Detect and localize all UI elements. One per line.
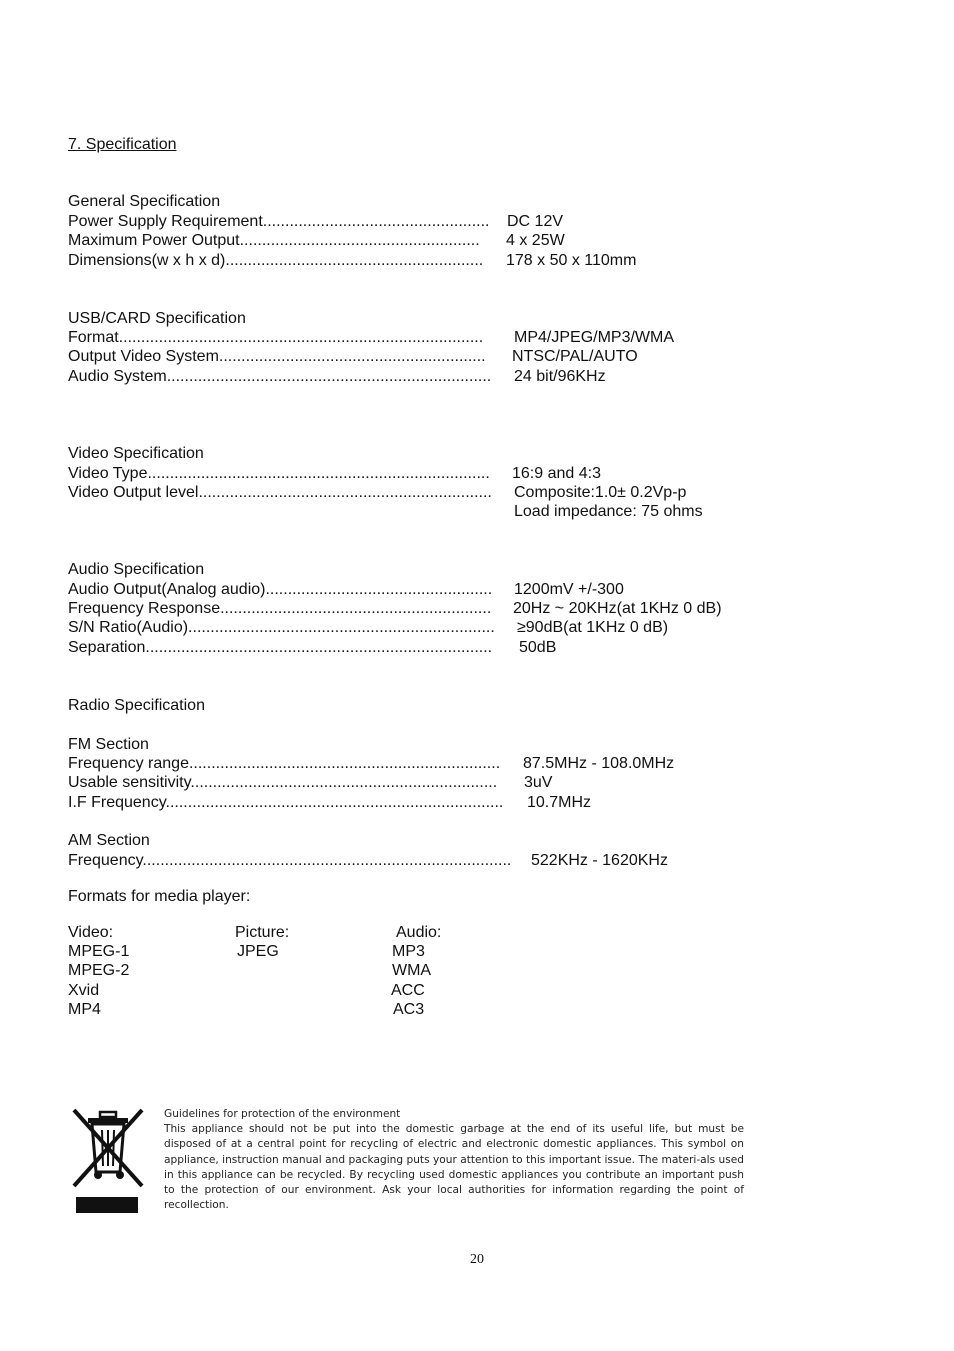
spec-value: ≥90dB(at 1KHz 0 dB) <box>517 619 669 636</box>
environment-notice <box>164 1107 744 1213</box>
spec-row: I.F Frequency............................................................................ <box>68 794 504 811</box>
spec-value: 10.7MHz <box>527 794 592 811</box>
formats-heading: Formats for media player: <box>68 888 251 905</box>
spec-row: Video Type............................................................................. <box>68 465 490 482</box>
format-audio-item: WMA <box>392 962 432 979</box>
formats-picture-header: Picture: <box>235 924 290 941</box>
usb-heading: USB/CARD Specification <box>68 310 246 327</box>
format-video-item: MPEG-1 <box>68 943 130 960</box>
formats-video-header: Video: <box>68 924 114 941</box>
format-picture-item: JPEG <box>237 943 279 960</box>
am-heading: AM Section <box>68 832 150 849</box>
spec-value: 4 x 25W <box>506 232 565 249</box>
format-video-item: Xvid <box>68 982 100 999</box>
format-video-item: MPEG-2 <box>68 962 130 979</box>
spec-row: Frequency range...................................................................... <box>68 755 501 772</box>
format-video-item: MP4 <box>68 1001 101 1018</box>
spec-row: S/N Ratio(Audio)..................................................................... <box>68 619 495 636</box>
video-heading: Video Specification <box>68 445 204 462</box>
spec-row: Format.................................................................................. <box>68 329 484 346</box>
spec-value: 178 x 50 x 110mm <box>506 252 637 269</box>
formats-audio-header: Audio: <box>396 924 442 941</box>
spec-value: 16:9 and 4:3 <box>512 465 601 482</box>
spec-row: Audio Output(Analog audio)................................................... <box>68 581 493 598</box>
spec-row: Maximum Power Output...................................................... <box>68 232 480 249</box>
spec-row: Frequency................................................................................... <box>68 852 512 869</box>
environment-heading: Guidelines for protection of the environment <box>164 1108 401 1120</box>
spec-value: 20Hz ~ 20KHz(at 1KHz 0 dB) <box>513 600 722 617</box>
format-audio-item: ACC <box>391 982 425 999</box>
format-audio-item: AC3 <box>393 1001 425 1018</box>
general-heading: General Specification <box>68 193 221 210</box>
page-number: 20 <box>470 1252 484 1267</box>
spec-row: Separation.............................................................................. <box>68 639 493 656</box>
radio-heading: Radio Specification <box>68 697 205 714</box>
spec-row: Frequency Response............................................................. <box>68 600 492 617</box>
audio-heading: Audio Specification <box>68 561 205 578</box>
spec-value: 24 bit/96KHz <box>514 368 606 385</box>
spec-row: Dimensions(w x h x d).......................................................... <box>68 252 484 269</box>
fm-heading: FM Section <box>68 736 149 753</box>
spec-row: Power Supply Requirement................................................... <box>68 213 490 230</box>
section-title: 7. Specification <box>68 136 177 153</box>
spec-row: Usable sensitivity..................................................................... <box>68 774 498 791</box>
spec-value: 50dB <box>519 639 557 656</box>
spec-value: 3uV <box>524 774 553 791</box>
spec-value: MP4/JPEG/MP3/WMA <box>514 329 675 346</box>
spec-value: Composite:1.0± 0.2Vp-p <box>514 484 687 501</box>
format-audio-item: MP3 <box>392 943 425 960</box>
spec-row: Video Output level.................................................................. <box>68 484 492 501</box>
spec-value: 1200mV +/-300 <box>514 581 624 598</box>
crossed-out-bin-icon <box>68 1106 148 1214</box>
spec-row: Audio System......................................................................... <box>68 368 492 385</box>
spec-value-extra: Load impedance: 75 ohms <box>514 503 703 520</box>
spec-value: DC 12V <box>507 213 564 230</box>
spec-row: Output Video System............................................................ <box>68 348 486 365</box>
spec-value: 522KHz - 1620KHz <box>531 852 668 869</box>
spec-value: 87.5MHz - 108.0MHz <box>523 755 675 772</box>
environment-body: This appliance should not be put into the domestic garbage at the end of its useful life, but must be disposed of at a central point for recycling of electric and electronic domestic appliances. This symbol on appliance, instruction manual and packaging puts your attention to this important issue. The materi-als used in this appliance can be recycled. By recycling used domestic appliances you contribute an important push to the protection of our environment. Ask your local authorities for information regarding the point of recollection. <box>164 1123 744 1212</box>
spec-value: NTSC/PAL/AUTO <box>512 348 638 365</box>
